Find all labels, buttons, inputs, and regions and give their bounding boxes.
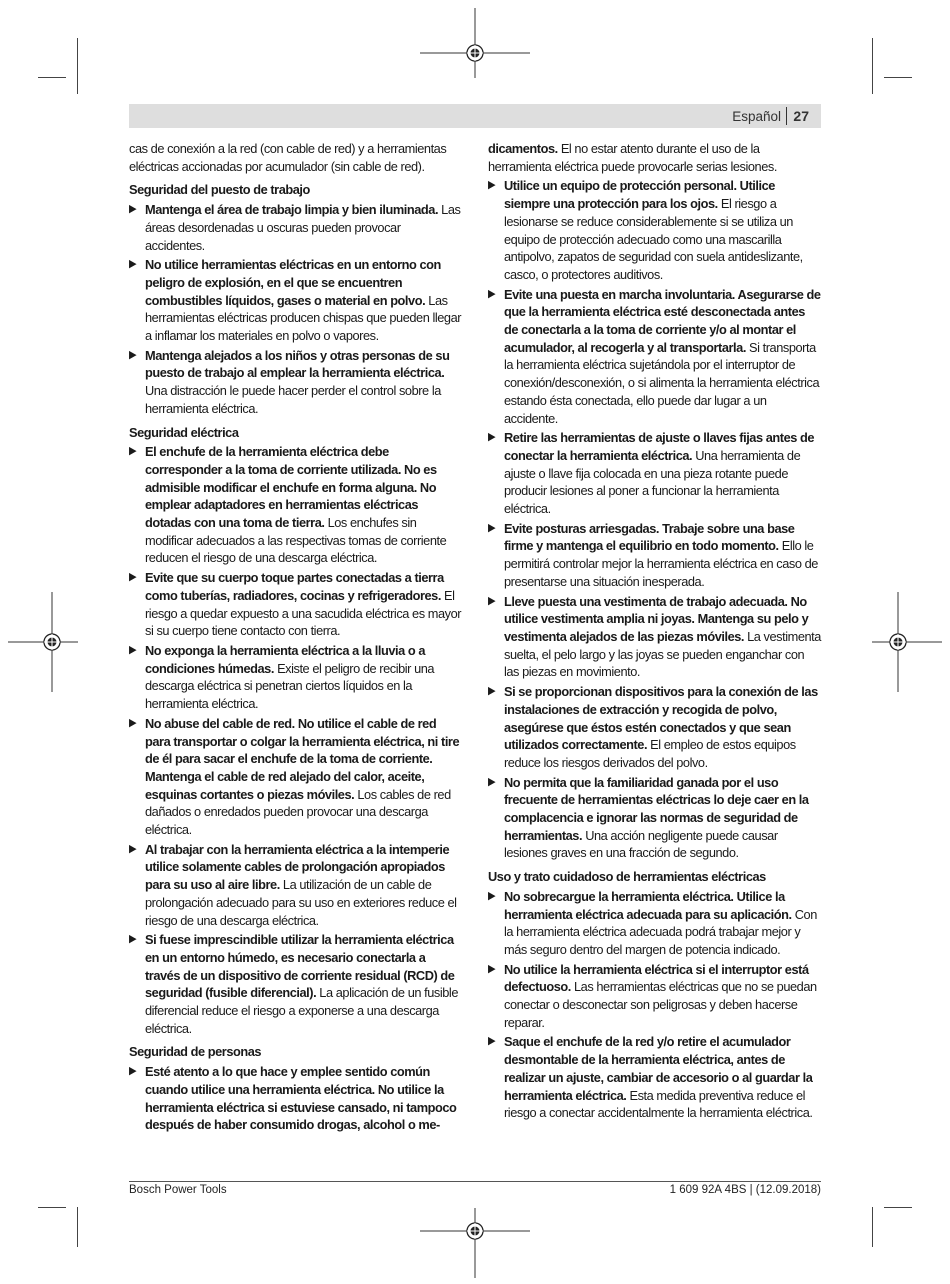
list-item <box>129 642 463 713</box>
registration-mark-top <box>420 8 530 78</box>
crop-mark <box>872 38 873 94</box>
item-emphasis: Lleve puesta una vestimenta de trabajo adecuada. No utilice vestimenta amplia ni joyas. Mantenga su pelo y vestimenta alejados de las piezas móviles. <box>504 593 809 644</box>
item-emphasis: Retire las herramientas de ajuste o llaves fijas antes de conectar la herramienta eléctrica. <box>504 430 815 463</box>
item-emphasis: No abuse del cable de red. No utilice el cable de red para transportar o colgar la herramienta eléctrica, ni tire de él para sacar el enchufe de la toma de corriente. Mantenga el cable de red alejado del calor, aceite, esquinas cortantes o piezas móviles. <box>145 715 460 802</box>
bullet-arrow-icon: ▶ <box>488 1035 496 1048</box>
item-emphasis: El enchufe de la herramienta eléctrica debe corresponder a la toma de corriente utilizada. No es admisible modificar el enchufe en forma alguna. No emplear adaptadores en herramientas eléctricas dotadas con una toma de tierra. <box>145 444 437 531</box>
list-item <box>488 961 822 1032</box>
crop-mark <box>38 1207 66 1208</box>
item-text: Una acción negligente puede causar lesiones graves en una fracción de segundo. <box>504 827 778 861</box>
bullet-arrow-icon: ▶ <box>129 203 137 216</box>
list-item <box>129 347 463 418</box>
item-text: Esta medida preventiva reduce el riesgo a conectar accidentalmente la herramienta eléctrica. <box>504 1087 813 1121</box>
item-emphasis: Evite una puesta en marcha involuntaria. Asegurarse de que la herramienta eléctrica esté desconectada antes de conectarla a la toma de corriente y/o al montar el acumulador, al recogerla y al transportarla. <box>504 286 821 355</box>
footer-brand: Bosch Power Tools <box>129 1184 227 1196</box>
item-emphasis: No sobrecargue la herramienta eléctrica. Utilice la herramienta eléctrica adecuada para su aplicación. <box>504 888 792 922</box>
item-text: Ello le permitirá controlar mejor la herramienta eléctrica en caso de presentarse una situación inesperada. <box>504 538 818 589</box>
item-emphasis: Utilice un equipo de protección personal. Utilice siempre una protección para los ojos. <box>504 178 775 212</box>
list-item <box>129 1063 463 1134</box>
bullet-arrow-icon: ▶ <box>488 431 496 444</box>
section-heading: Seguridad eléctrica <box>129 424 239 440</box>
paragraph: cas de conexión a la red (con cable de red) y a herramientas eléctricas accionadas por acumulador (sin cable de red). <box>129 141 447 174</box>
bullet-arrow-icon: ▶ <box>488 594 496 607</box>
list-item <box>129 256 463 345</box>
list-item <box>488 1033 822 1122</box>
continued-text <box>488 140 822 175</box>
bullet-arrow-icon: ▶ <box>488 287 496 300</box>
item-emphasis: No utilice la herramienta eléctrica si el interruptor está defectuoso. <box>504 961 809 995</box>
item-emphasis: Mantenga el área de trabajo limpia y bien iluminada. <box>145 202 439 218</box>
list-item <box>488 774 822 863</box>
item-text: Las herramientas eléctricas producen chispas que pueden llegar a inflamar los materiales en polvo o vapores. <box>145 292 462 344</box>
registration-mark-left <box>8 592 78 692</box>
item-emphasis: No exponga la herramienta eléctrica a la lluvia o a condiciones húmedas. <box>145 642 426 676</box>
crop-mark <box>77 1207 78 1247</box>
list-item <box>488 429 822 518</box>
item-emphasis: Evite posturas arriesgadas. Trabaje sobre una base firme y mantenga el equilibrio en todo momento. <box>504 520 795 554</box>
page-header <box>129 104 821 128</box>
right-column <box>488 140 822 1124</box>
list-item <box>129 443 463 567</box>
item-text: Las herramientas eléctricas que no se puedan conectar o desconectar son peligrosas y deben hacerse reparar. <box>504 979 817 1030</box>
bullet-arrow-icon: ▶ <box>129 716 137 729</box>
list-item <box>488 683 822 772</box>
bullet-arrow-icon: ▶ <box>488 775 496 788</box>
item-text: El riesgo a lesionarse se reduce considerablemente si se utiliza un equipo de protección adecuado como una mascarilla antipolvo, zapatos de seguridad con suela antideslizante, casco, o protectores auditivos. <box>504 196 803 282</box>
header-separator <box>786 107 787 125</box>
bullet-arrow-icon: ▶ <box>488 889 496 902</box>
item-emphasis: Al trabajar con la herramienta eléctrica a la intemperie utilice solamente cables de prolongación apropiados para su uso al aire libre. <box>145 841 450 893</box>
header-language: Español <box>732 109 781 124</box>
crop-mark <box>872 1207 873 1247</box>
list-item <box>129 715 463 839</box>
item-emphasis: dicamentos. <box>488 141 558 156</box>
crop-mark <box>884 1207 912 1208</box>
section-heading: Seguridad del puesto de trabajo <box>129 182 310 198</box>
item-text: Las áreas desordenadas u oscuras pueden provocar accidentes. <box>145 202 461 253</box>
left-column <box>129 140 463 1136</box>
list-item <box>488 286 822 428</box>
list-item <box>488 888 822 959</box>
page-number: 27 <box>793 108 809 124</box>
item-emphasis: Evite que su cuerpo toque partes conectadas a tierra como tuberías, radiadores, cocinas y refrigeradores. <box>145 570 444 603</box>
section-heading: Uso y trato cuidadoso de herramientas eléctricas <box>488 869 766 885</box>
item-text: La vestimenta suelta, el pelo largo y las joyas se pueden enganchar con las piezas en movimiento. <box>504 628 821 680</box>
item-text: Una distracción le puede hacer perder el control sobre la herramienta eléctrica. <box>145 383 441 416</box>
bullet-arrow-icon: ▶ <box>488 521 496 534</box>
footer-docnumber: 1 609 92A 4BS | (12.09.2018) <box>669 1184 821 1196</box>
item-emphasis: Esté atento a lo que hace y emplee sentido común cuando utilice una herramienta eléctrica. No utilice la herramienta eléctrica si estuviese cansado, ni tampoco después de haber consumido drogas, alcohol o me- <box>145 1064 457 1133</box>
crop-mark <box>77 38 78 94</box>
registration-mark-right <box>872 592 942 692</box>
bullet-arrow-icon: ▶ <box>129 643 137 656</box>
footer-rule <box>129 1181 821 1182</box>
crop-mark <box>884 77 912 78</box>
item-text: Los cables de red dañados o enredados pueden provocar una descarga eléctrica. <box>145 786 451 838</box>
item-text: El empleo de estos equipos reduce los riesgos derivados del polvo. <box>504 737 796 770</box>
list-item <box>488 593 822 682</box>
bullet-arrow-icon: ▶ <box>488 685 496 698</box>
item-emphasis: Mantenga alejados a los niños y otras personas de su puesto de trabajo al emplear la herramienta eléctrica. <box>145 347 450 381</box>
bullet-arrow-icon: ▶ <box>129 445 137 458</box>
bullet-arrow-icon: ▶ <box>129 348 137 361</box>
item-text: Una herramienta de ajuste o llave fija colocada en una pieza rotante puede producir lesiones al poner a funcionar la herramienta eléctrica. <box>504 447 801 517</box>
bullet-arrow-icon: ▶ <box>129 933 137 946</box>
section-heading: Seguridad de personas <box>129 1044 262 1060</box>
item-text: El no estar atento durante el uso de la herramienta eléctrica puede provocarle serias lesiones. <box>488 141 777 174</box>
list-item <box>488 177 822 283</box>
bullet-arrow-icon: ▶ <box>488 962 496 975</box>
list-item <box>488 520 822 591</box>
item-text: Si transporta la herramienta eléctrica sujetándola por el interruptor de conexión/desconexión, o si alimenta la herramienta eléctrica estando ésta conectada, ello puede dar lugar a un accidente. <box>504 339 820 426</box>
bullet-arrow-icon: ▶ <box>129 258 137 271</box>
item-emphasis: No permita que la familiaridad ganada por el uso frecuente de herramientas eléctricas lo deje caer en la complacencia e ignorar las normas de seguridad de herramientas. <box>504 774 809 843</box>
item-emphasis: Si fuese imprescindible utilizar la herramienta eléctrica en un entorno húmedo, es necesario conectarla a través de un dispositivo de corriente residual (RCD) de seguridad (fusible diferencial). <box>145 932 455 1001</box>
item-text: La aplicación de un fusible diferencial reduce el riesgo a exponerse a una descarga eléctrica. <box>145 985 458 1036</box>
item-emphasis: No utilice herramientas eléctricas en un entorno con peligro de explosión, en el que se encuentren combustibles líquidos, gases o material en polvo. <box>145 257 441 308</box>
item-text: Con la herramienta eléctrica adecuada podrá trabajar mejor y más seguro dentro del margen de potencia indicado. <box>504 906 817 957</box>
bullet-arrow-icon: ▶ <box>488 179 496 192</box>
registration-mark-bottom <box>420 1208 530 1278</box>
list-item <box>129 201 463 254</box>
item-emphasis: Si se proporcionan dispositivos para la conexión de las instalaciones de extracción y recogida de polvo, asegúrese que éstos estén conectados y que sean utilizados correctamente. <box>504 684 818 753</box>
list-item <box>129 931 463 1037</box>
item-text: El riesgo a quedar expuesto a una sacudida eléctrica es mayor si su cuerpo tiene contacto con tierra. <box>145 587 462 639</box>
item-text: Existe el peligro de recibir una descarga eléctrica si penetran ciertos líquidos en la herramienta eléctrica. <box>145 660 435 712</box>
item-text: Los enchufes sin modificar adecuados a las respectivas tomas de corriente reducen el riesgo de una descarga eléctrica. <box>145 515 447 566</box>
bullet-arrow-icon: ▶ <box>129 842 137 855</box>
item-text: La utilización de un cable de prolongación adecuado para su uso en exteriores reduce el riesgo de una descarga eléctrica. <box>145 877 457 928</box>
crop-mark <box>38 77 66 78</box>
list-item <box>129 841 463 930</box>
bullet-arrow-icon: ▶ <box>129 571 137 584</box>
bullet-arrow-icon: ▶ <box>129 1065 137 1078</box>
list-item <box>129 569 463 640</box>
item-emphasis: Saque el enchufe de la red y/o retire el acumulador desmontable de la herramienta eléctrica, antes de realizar un ajuste, cambiar de accesorio o al guardar la herramienta eléctrica. <box>504 1034 813 1103</box>
